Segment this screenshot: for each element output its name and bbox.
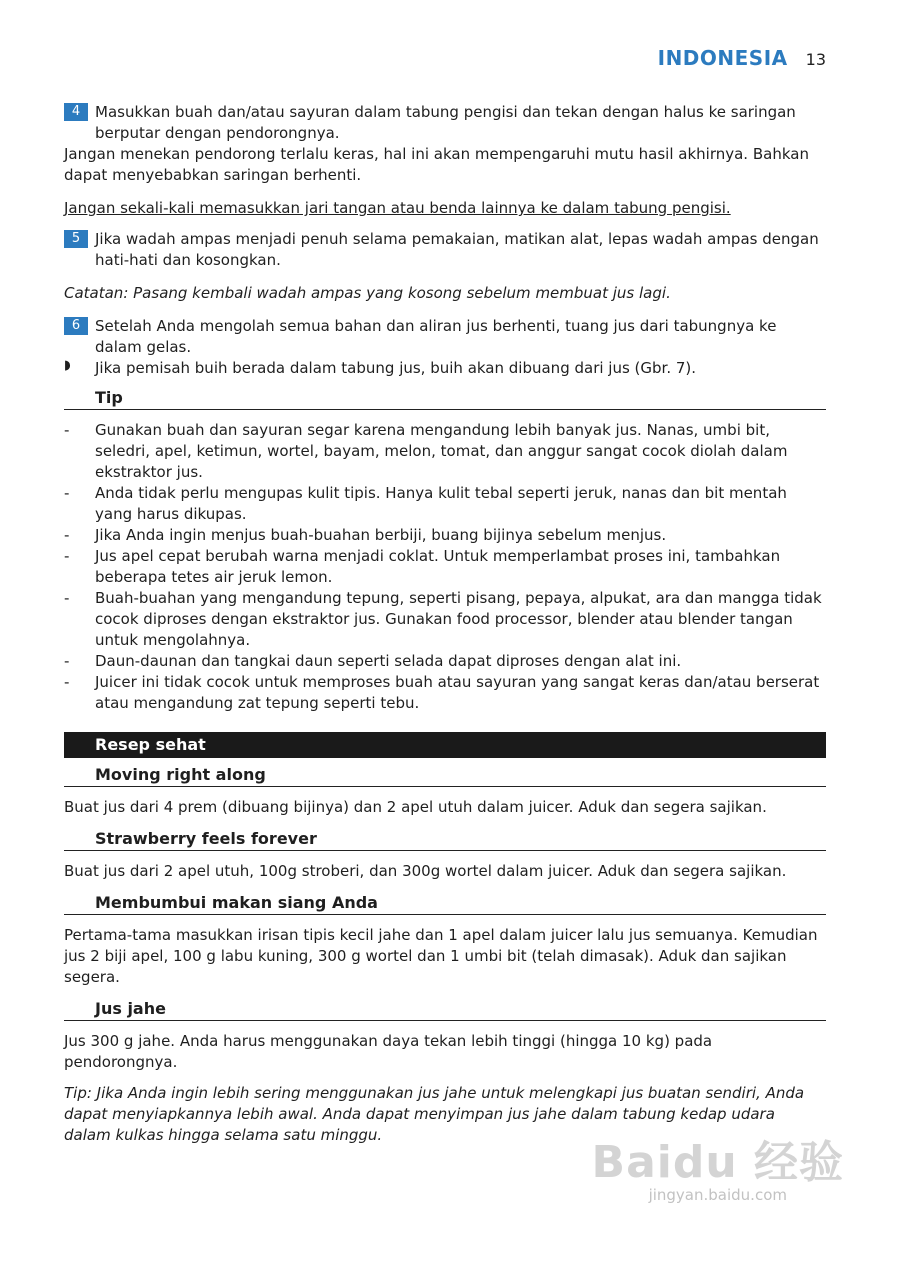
page-content xyxy=(64,102,826,1146)
step-5 xyxy=(64,229,826,271)
page-number: 13 xyxy=(805,50,826,69)
recipe-title: Strawberry feels forever xyxy=(64,828,826,851)
dash-icon: - xyxy=(64,484,70,502)
step-number-badge: 5 xyxy=(64,230,88,248)
tip-item: - Jus apel cepat berubah warna menjadi coklat. Untuk memperlambat proses ini, tambahkan beberapa tetes air jeruk lemon. xyxy=(64,547,781,586)
language-label: INDONESIA xyxy=(657,46,788,70)
step-text: Jika wadah ampas menjadi penuh selama pemakaian, matikan alat, lepas wadah ampas dengan hati-hati dan kosongkan. xyxy=(95,230,819,269)
tip-item: - Buah-buahan yang mengandung tepung, seperti pisang, pepaya, alpukat, ara dan mangga tidak cocok diproses dengan ekstraktor jus. Gunakan food processor, blender atau blender tangan untuk mengolahnya. xyxy=(64,589,822,649)
watermark-url: jingyan.baidu.com xyxy=(648,1186,787,1204)
step-6 xyxy=(64,316,826,358)
recipe-title: Membumbui makan siang Anda xyxy=(64,892,826,915)
recipes-banner: Resep sehat xyxy=(64,732,826,758)
bullet-icon: ◗ xyxy=(64,358,71,373)
step-note: Jangan menekan pendorong terlalu keras, hal ini akan mempengaruhi mutu hasil akhirnya. Bahkan dapat menyebabkan saringan berhenti. xyxy=(64,145,809,184)
tip-item: - Jika Anda ingin menjus buah-buahan berbiji, buang bijinya sebelum menjus. xyxy=(64,526,667,544)
recipe-text: Jus 300 g jahe. Anda harus menggunakan daya tekan lebih tinggi (hingga 10 kg) pada pendorongnya. xyxy=(64,1032,713,1071)
tip-item: - Juicer ini tidak cocok untuk memproses buah atau sayuran yang sangat keras dan/atau berserat atau mengandung zat tepung seperti tebu. xyxy=(64,673,820,712)
dash-icon: - xyxy=(64,526,70,544)
recipe-tip: Tip: Jika Anda ingin lebih sering menggunakan jus jahe untuk melengkapi jus buatan sendiri, Anda dapat menyiapkannya lebih awal. Anda dapat menyimpan jus jahe dalam tabung kedap udara dalam kulkas hingga selama satu minggu. xyxy=(64,1084,805,1144)
bullet-text: Jika pemisah buih berada dalam tabung jus, buih akan dibuang dari jus (Gbr. 7). xyxy=(95,359,697,377)
step-text: Masukkan buah dan/atau sayuran dalam tabung pengisi dan tekan dengan halus ke saringan berputar dengan pendorongnya. xyxy=(95,103,796,142)
step-4 xyxy=(64,102,826,144)
baidu-logo: Baidu 经验 xyxy=(591,1137,844,1188)
tip-heading: Tip xyxy=(64,387,826,410)
result-bullet xyxy=(64,358,826,379)
step-number-badge: 6 xyxy=(64,317,88,335)
tip-item: - Daun-daunan dan tangkai daun seperti selada dapat diproses dengan alat ini. xyxy=(64,652,682,670)
tip-list xyxy=(64,420,826,714)
step-number-badge: 4 xyxy=(64,103,88,121)
tip-item: - Gunakan buah dan sayuran segar karena mengandung lebih banyak jus. Nanas, umbi bit, seledri, apel, ketimun, wortel, bayam, melon, tomat, dan anggur sangat cocok diolah dalam ekstraktor jus. xyxy=(64,421,788,481)
dash-icon: - xyxy=(64,547,70,565)
dash-icon: - xyxy=(64,589,70,607)
step-text: Setelah Anda mengolah semua bahan dan aliran jus berhenti, tuang jus dari tabungnya ke dalam gelas. xyxy=(95,317,777,356)
watermark xyxy=(591,1137,844,1204)
dash-icon: - xyxy=(64,652,70,670)
recipe-text: Buat jus dari 4 prem (dibuang bijinya) dan 2 apel utuh dalam juicer. Aduk dan segera sajikan. xyxy=(64,798,767,816)
recipe-text: Pertama-tama masukkan irisan tipis kecil jahe dan 1 apel dalam juicer lalu jus semuanya. Kemudian jus 2 biji apel, 100 g labu kuning, 300 g wortel dan 1 umbi bit (telah dimasak). Aduk dan sajikan segera. xyxy=(64,926,818,986)
dash-icon: - xyxy=(64,421,70,439)
recipe-title: Jus jahe xyxy=(64,998,826,1021)
dash-icon: - xyxy=(64,673,70,691)
note-text: Catatan: Pasang kembali wadah ampas yang kosong sebelum membuat jus lagi. xyxy=(64,284,671,302)
recipe-text: Buat jus dari 2 apel utuh, 100g stroberi, dan 300g wortel dalam juicer. Aduk dan segera sajikan. xyxy=(64,862,787,880)
tip-item: - Anda tidak perlu mengupas kulit tipis. Hanya kulit tebal seperti jeruk, nanas dan bit mentah yang harus dikupas. xyxy=(64,484,787,523)
warning-text: Jangan sekali-kali memasukkan jari tangan atau benda lainnya ke dalam tabung pengisi. xyxy=(64,199,731,217)
recipe-title: Moving right along xyxy=(64,764,826,787)
page-header xyxy=(658,46,826,70)
